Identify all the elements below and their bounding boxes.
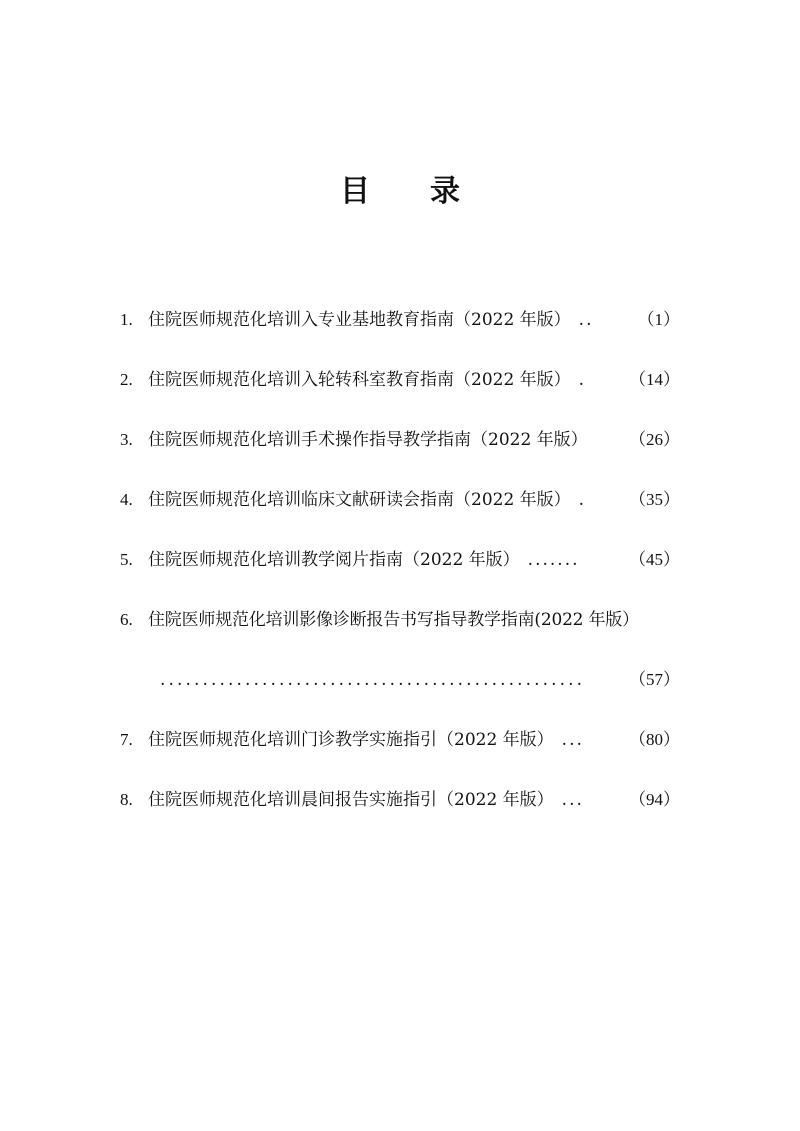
toc-entry-number: 1. [120, 310, 133, 329]
toc-entry-number: 3. [120, 430, 133, 449]
toc-entry-number: 7. [120, 730, 133, 749]
toc-entry-8[interactable] [120, 770, 680, 830]
toc-entry-title: 住院医师规范化培训手术操作指导教学指南（2022 年版） [148, 430, 588, 450]
toc-entry-7[interactable] [120, 710, 680, 770]
toc-entry-1[interactable] [120, 290, 680, 350]
toc-leader-dots: ... [561, 730, 584, 750]
toc-entry-page: （45） [629, 550, 680, 569]
toc-entry-title: 住院医师规范化培训临床文献研读会指南（2022 年版） [148, 490, 571, 510]
toc-entry-title: 住院医师规范化培训门诊教学实施指引（2022 年版） [148, 730, 554, 750]
toc-entry-title: 住院医师规范化培训教学阅片指南（2022 年版） [148, 550, 520, 570]
toc-entry-number: 6. [120, 610, 133, 629]
toc-entry-number: 8. [120, 790, 133, 809]
toc-leader-dots: . [578, 370, 587, 390]
toc-entry-number: 4. [120, 490, 133, 509]
toc-entry-page: （80） [629, 730, 680, 749]
toc-entry-title: 住院医师规范化培训晨间报告实施指引（2022 年版） [148, 790, 554, 810]
page-title [0, 170, 800, 214]
toc-entry-page: （94） [629, 790, 680, 809]
toc-entry-2[interactable] [120, 350, 680, 410]
toc-entry-number: 2. [120, 370, 133, 389]
toc-entry-page: （35） [629, 490, 680, 509]
toc-entry-title: 住院医师规范化培训入轮转科室教育指南（2022 年版） [148, 370, 571, 390]
toc-entry-page: （26） [629, 430, 680, 449]
toc-leader-dots: ... [561, 790, 584, 810]
toc-entry-title: 住院医师规范化培训入专业基地教育指南（2022 年版） [148, 310, 571, 330]
table-of-contents [120, 290, 680, 830]
toc-entry-5[interactable] [120, 530, 680, 590]
toc-entry-title: 住院医师规范化培训影像诊断报告书写指导教学指南(2022 年版） [148, 610, 639, 630]
toc-entry-4[interactable] [120, 470, 680, 530]
toc-leader-dots: .. [578, 310, 594, 330]
toc-entry-6-continuation[interactable] [120, 650, 680, 710]
toc-entry-6[interactable] [120, 590, 680, 650]
toc-entry-page: （1） [637, 310, 680, 329]
toc-leader-dots: . [578, 490, 587, 510]
page-title-char-1: 目 [340, 174, 370, 209]
toc-entry-3[interactable] [120, 410, 680, 470]
toc-entry-page: （57） [629, 670, 680, 689]
toc-entry-page: （14） [629, 370, 680, 389]
toc-leader-dots: .................................................. [160, 670, 586, 690]
toc-entry-number: 5. [120, 550, 133, 569]
toc-leader-dots: ....... [527, 550, 580, 570]
page-title-char-2: 录 [430, 174, 460, 209]
